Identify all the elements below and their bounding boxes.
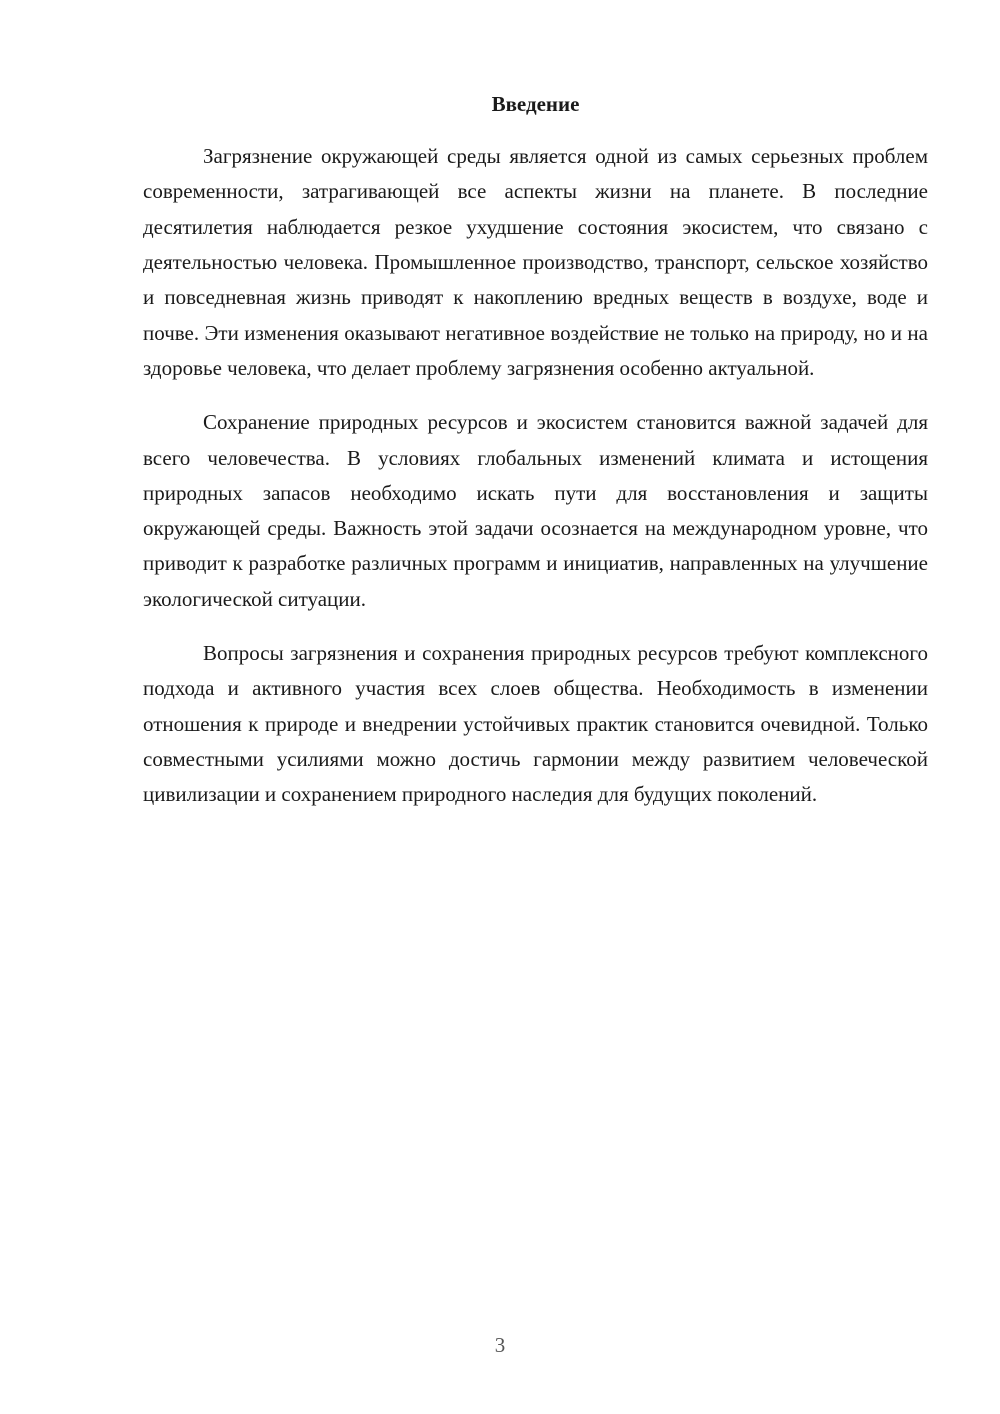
page-content bbox=[143, 92, 928, 832]
paragraph-3: Вопросы загрязнения и сохранения природных ресурсов требуют комплексного подхода и активного участия всех слоев общества. Необходимость в изменении отношения к природе и внедрении устойчивых практик становится очевидной. Только совместными усилиями можно достичь гармонии между развитием человеческой цивилизации и сохранением природного наследия для будущих поколений. bbox=[143, 641, 928, 807]
page-number: 3 bbox=[494, 1333, 506, 1357]
paragraph-2: Сохранение природных ресурсов и экосистем становится важной задачей для всего человечества. В условиях глобальных изменений климата и истощения природных запасов необходимо искать пути для восстановления и защиты окружающей среды. Важность этой задачи осознается на международном уровне, что приводит к разработке различных программ и инициатив, направленных на улучшение экологической ситуации. bbox=[143, 410, 928, 611]
section-title: Введение bbox=[491, 92, 580, 116]
paragraph-1: Загрязнение окружающей среды является одной из самых серьезных проблем современности, затрагивающей все аспекты жизни на планете. В последние десятилетия наблюдается резкое ухудшение состояния экосистем, что связано с деятельностью человека. Промышленное производство, транспорт, сельское хозяйство и повседневная жизнь приводят к накоплению вредных веществ в воздухе, воде и почве. Эти изменения оказывают негативное воздействие не только на природу, но и на здоровье человека, что делает проблему загрязнения особенно актуальной. bbox=[143, 144, 928, 380]
